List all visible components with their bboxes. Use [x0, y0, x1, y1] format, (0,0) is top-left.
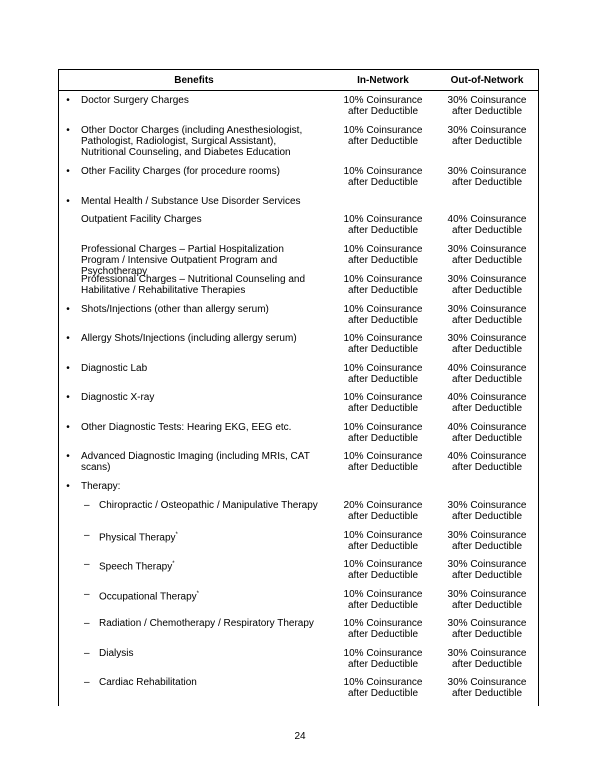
- benefit-label: Professional Charges – Nutritional Counseling and Habilitative / Rehabilitative Therapies: [81, 274, 306, 296]
- out-network-value: 30% Coinsurance after Deductible: [447, 304, 527, 326]
- out-network-value: 30% Coinsurance after Deductible: [447, 95, 527, 117]
- bullet-icon: •: [66, 166, 70, 177]
- benefit-label: Occupational Therapy*: [99, 591, 199, 603]
- in-network-value: 10% Coinsurance after Deductible: [343, 559, 423, 581]
- in-network-value: 10% Coinsurance after Deductible: [343, 166, 423, 188]
- in-network-value: 10% Coinsurance after Deductible: [343, 677, 423, 699]
- in-network-value: 10% Coinsurance after Deductible: [343, 333, 423, 355]
- out-network-value: 30% Coinsurance after Deductible: [447, 125, 527, 147]
- in-network-value: 10% Coinsurance after Deductible: [343, 589, 423, 611]
- bullet-icon: •: [66, 304, 70, 315]
- bullet-icon: •: [66, 333, 70, 344]
- dash-icon: –: [84, 648, 90, 659]
- in-network-value: 10% Coinsurance after Deductible: [343, 392, 423, 414]
- benefit-label: Diagnostic X-ray: [81, 392, 155, 403]
- in-network-value: 10% Coinsurance after Deductible: [343, 304, 423, 326]
- dash-icon: –: [84, 500, 90, 511]
- out-network-value: 30% Coinsurance after Deductible: [447, 618, 527, 640]
- benefit-label: Advanced Diagnostic Imaging (including MRIs, CAT scans): [81, 451, 310, 473]
- out-network-value: 30% Coinsurance after Deductible: [447, 166, 527, 188]
- benefit-label: Shots/Injections (other than allergy serum): [81, 304, 269, 315]
- benefit-label: Physical Therapy*: [99, 532, 178, 544]
- out-network-value: 40% Coinsurance after Deductible: [447, 422, 527, 444]
- page-number: 24: [294, 731, 306, 742]
- benefit-label: Allergy Shots/Injections (including allergy serum): [81, 333, 297, 344]
- out-network-value: 30% Coinsurance after Deductible: [447, 244, 527, 266]
- in-network-value: 10% Coinsurance after Deductible: [343, 274, 423, 296]
- benefit-label: Other Doctor Charges (including Anesthesiologist, Pathologist, Radiologist, Surgical Assistant), Nutritional Counseling, and Diabetes Education: [81, 125, 303, 158]
- in-network-value: 10% Coinsurance after Deductible: [343, 214, 423, 236]
- benefit-label: Chiropractic / Osteopathic / Manipulative Therapy: [99, 500, 318, 511]
- dash-icon: –: [84, 618, 90, 629]
- in-network-value: 10% Coinsurance after Deductible: [343, 648, 423, 670]
- out-network-value: 40% Coinsurance after Deductible: [447, 451, 527, 473]
- in-network-value: 10% Coinsurance after Deductible: [343, 618, 423, 640]
- bullet-icon: •: [66, 451, 70, 462]
- in-network-value: 10% Coinsurance after Deductible: [343, 363, 423, 385]
- benefit-label: Outpatient Facility Charges: [81, 214, 202, 225]
- bullet-icon: •: [66, 422, 70, 433]
- dash-icon: –: [84, 530, 90, 541]
- out-network-value: 30% Coinsurance after Deductible: [447, 589, 527, 611]
- benefits-table: [58, 69, 539, 706]
- bullet-icon: •: [66, 392, 70, 403]
- benefit-label: Professional Charges – Partial Hospitalization Program / Intensive Outpatient Program and Psychotherapy: [81, 244, 284, 277]
- in-network-value: 20% Coinsurance after Deductible: [343, 500, 423, 522]
- benefit-label: Therapy:: [81, 481, 121, 492]
- bullet-icon: •: [66, 363, 70, 374]
- benefit-label: Radiation / Chemotherapy / Respiratory Therapy: [99, 618, 314, 629]
- out-network-value: 40% Coinsurance after Deductible: [447, 214, 527, 236]
- dash-icon: –: [84, 677, 90, 688]
- out-network-value: 30% Coinsurance after Deductible: [447, 677, 527, 699]
- out-network-value: 30% Coinsurance after Deductible: [447, 559, 527, 581]
- in-network-value: 10% Coinsurance after Deductible: [343, 422, 423, 444]
- dash-icon: –: [84, 589, 90, 600]
- table-header: [59, 70, 538, 91]
- header-in-network: In-Network: [357, 75, 409, 86]
- out-network-value: 40% Coinsurance after Deductible: [447, 363, 527, 385]
- bullet-icon: •: [66, 125, 70, 136]
- bullet-icon: •: [66, 481, 70, 492]
- benefit-label: Other Facility Charges (for procedure rooms): [81, 166, 280, 177]
- out-network-value: 30% Coinsurance after Deductible: [447, 648, 527, 670]
- header-benefits: Benefits: [174, 75, 214, 86]
- out-network-value: 30% Coinsurance after Deductible: [447, 500, 527, 522]
- out-network-value: 30% Coinsurance after Deductible: [447, 274, 527, 296]
- in-network-value: 10% Coinsurance after Deductible: [343, 244, 423, 266]
- out-network-value: 40% Coinsurance after Deductible: [447, 392, 527, 414]
- dash-icon: –: [84, 559, 90, 570]
- out-network-value: 30% Coinsurance after Deductible: [447, 333, 527, 355]
- benefit-label: Mental Health / Substance Use Disorder Services: [81, 196, 301, 207]
- bullet-icon: •: [66, 95, 70, 106]
- in-network-value: 10% Coinsurance after Deductible: [343, 530, 423, 552]
- header-out-of-network: Out-of-Network: [450, 75, 524, 86]
- out-network-value: 30% Coinsurance after Deductible: [447, 530, 527, 552]
- in-network-value: 10% Coinsurance after Deductible: [343, 125, 423, 147]
- benefit-label: Other Diagnostic Tests: Hearing EKG, EEG etc.: [81, 422, 292, 433]
- benefit-label: Speech Therapy*: [99, 561, 175, 573]
- in-network-value: 10% Coinsurance after Deductible: [343, 451, 423, 473]
- bullet-icon: •: [66, 196, 70, 207]
- benefit-label: Doctor Surgery Charges: [81, 95, 189, 106]
- benefit-label: Diagnostic Lab: [81, 363, 148, 374]
- benefit-label: Cardiac Rehabilitation: [99, 677, 197, 688]
- benefit-label: Dialysis: [99, 648, 134, 659]
- in-network-value: 10% Coinsurance after Deductible: [343, 95, 423, 117]
